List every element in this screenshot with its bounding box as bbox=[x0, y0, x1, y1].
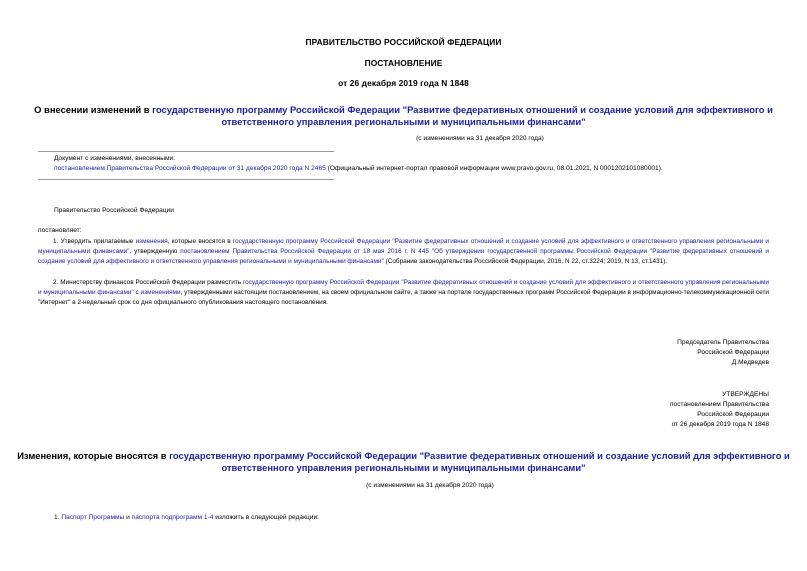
document-date: от 26 декабря 2019 года N 1848 bbox=[338, 78, 469, 88]
changes-label: Документ с изменениями, внесенными: bbox=[54, 155, 176, 162]
document-title bbox=[0, 104, 807, 128]
p2-program-link[interactable]: государственную программу Российской Федерации "Развитие федеративных отношений и создание условий для эффективного и ответственного управления региональными и муниципальными финансами" bbox=[38, 279, 769, 296]
changes-source-rest: (Официальный интернет-портал правовой информации www.pravo.gov.ru, 08.01.2021, N 0001202101080001). bbox=[325, 165, 663, 172]
p2-changes-link[interactable]: изменениями bbox=[140, 288, 181, 296]
p2-text-a: 2. Министерству финансов Российской Федерации разместить bbox=[53, 279, 243, 286]
amended-note: (с изменениями на 31 декабря 2020 года) bbox=[416, 135, 544, 142]
decrees-word: постановляет: bbox=[38, 227, 82, 234]
item1-mid: и bbox=[124, 514, 132, 521]
p1-decree-link[interactable]: постановлением Правительства Российской Федерации от 18 мая 2016 г. N 445 "Об утверждении государственной программы Российской Федерации "Развитие федеративных отношений и создание условий для эффективного и ответственного управления региональными и муниципальными финансами" bbox=[38, 247, 769, 265]
p1-text-b: , которые вносятся в bbox=[167, 238, 233, 245]
p1-text-d: (Собрание законодательства Российской Федерации, 2016, N 22, ст.3224; 2019, N 13, ст.1431). bbox=[383, 257, 668, 265]
p1-text-a: 1. Утвердить прилагаемые bbox=[53, 238, 136, 245]
signature-name: Д.Медведев bbox=[731, 359, 769, 366]
p1-program-link[interactable]: государственную программу Российской Федерации "Развитие федеративных отношений и создание условий для эффективного и ответственного управления региональными и муниципальными финансами" bbox=[38, 238, 769, 255]
approved-date: от 26 декабря 2019 года N 1848 bbox=[671, 421, 769, 428]
p2-text-b: с bbox=[133, 288, 141, 296]
changes-title-program-link[interactable]: государственную программу Российской Федерации "Развитие федеративных отношений и создание условий для эффективного и ответственного управления региональными и муниципальными финансами" bbox=[169, 450, 790, 473]
amended-note-2: (с изменениями на 31 декабря 2020 года) bbox=[366, 482, 494, 489]
government-name: ПРАВИТЕЛЬСТВО РОССИЙСКОЙ ФЕДЕРАЦИИ bbox=[305, 37, 502, 47]
approved-block bbox=[500, 390, 769, 430]
title-program-link[interactable]: государственную программу Российской Федерации "Развитие федеративных отношений и создание условий для эффективного и ответственного управления региональными и муниципальными финансами" bbox=[152, 104, 773, 127]
approved-by: постановлением Правительства bbox=[669, 401, 769, 408]
item-1 bbox=[54, 513, 769, 523]
p1-text-c: , утвержденную bbox=[129, 247, 181, 255]
approved-country: Российской Федерации bbox=[697, 411, 769, 418]
item1-rest: изложить в следующей редакции: bbox=[213, 514, 319, 521]
government-subject: Правительство Российской Федерации bbox=[54, 207, 174, 214]
paragraph-1 bbox=[38, 237, 769, 266]
title-prefix: О внесении изменений в bbox=[34, 104, 153, 115]
signature-country: Российской Федерации bbox=[697, 349, 769, 356]
changes-source bbox=[54, 164, 774, 174]
separator-top bbox=[38, 151, 334, 152]
changes-decree-link[interactable]: постановлением Правительства Российской Федерации от 31 декабря 2020 года N 2465 bbox=[54, 165, 326, 172]
paragraph-2 bbox=[38, 278, 769, 307]
approved-title: УТВЕРЖДЕНЫ bbox=[722, 391, 769, 398]
signature-block bbox=[500, 338, 769, 368]
p1-changes-link[interactable]: изменения bbox=[135, 238, 168, 245]
changes-title bbox=[0, 450, 807, 474]
program-passport-link[interactable]: Паспорт Программы bbox=[61, 514, 125, 521]
p2-text-c: , утвержденными настоящим постановлением, на своем официальном сайте, а также на портале государственных программ Российской Федерации в информационно-телекоммуникационной сети "Интернет" в 2-недельный срок со дня официального опубликования настоящего постановления. bbox=[38, 288, 769, 306]
item1-number: 1. bbox=[54, 514, 62, 521]
subprogram-passports-link[interactable]: паспорта подпрограмм 1-4 bbox=[131, 514, 214, 521]
signature-position: Председатель Правительства bbox=[677, 339, 769, 346]
separator-bottom bbox=[38, 179, 334, 180]
changes-title-prefix: Изменения, которые вносятся в bbox=[17, 450, 170, 461]
document-type: ПОСТАНОВЛЕНИЕ bbox=[364, 58, 443, 68]
